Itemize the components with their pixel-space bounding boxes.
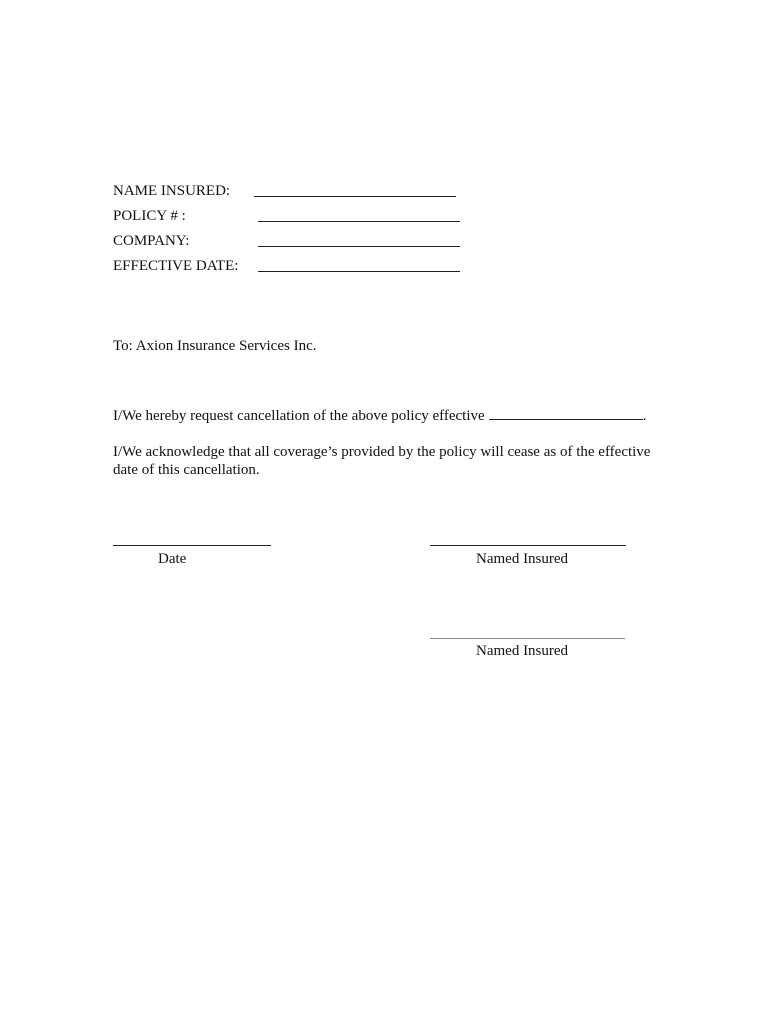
effective-date-blank[interactable]	[258, 271, 460, 272]
acknowledgement-line-1: I/We acknowledge that all coverage’s provided by the policy will cease as of the effective	[113, 444, 651, 460]
acknowledgement-line-2: date of this cancellation.	[113, 462, 260, 478]
name-insured-label: NAME INSURED:	[113, 183, 231, 199]
cancellation-request-text: I/We hereby request cancellation of the above policy effective	[113, 408, 485, 424]
named-insured-label-1: Named Insured	[476, 551, 569, 567]
name-insured-blank[interactable]	[254, 196, 456, 197]
policy-number-label: POLICY # :	[113, 208, 186, 224]
named-insured-label-2: Named Insured	[476, 643, 569, 659]
policy-number-blank[interactable]	[258, 221, 460, 222]
date-signature-label: Date	[158, 551, 187, 567]
effective-date-label: EFFECTIVE DATE:	[113, 258, 239, 274]
named-insured-signature-line-1[interactable]	[430, 545, 626, 546]
cancellation-request-period: .	[642, 408, 647, 424]
company-label: COMPANY:	[113, 233, 190, 249]
cancellation-request	[113, 407, 646, 425]
cancellation-effective-blank[interactable]	[489, 407, 643, 420]
addressee-line: To: Axion Insurance Services Inc.	[113, 338, 317, 354]
company-blank[interactable]	[258, 246, 460, 247]
named-insured-signature-line-2[interactable]	[430, 638, 625, 639]
date-signature-line[interactable]	[113, 545, 271, 546]
